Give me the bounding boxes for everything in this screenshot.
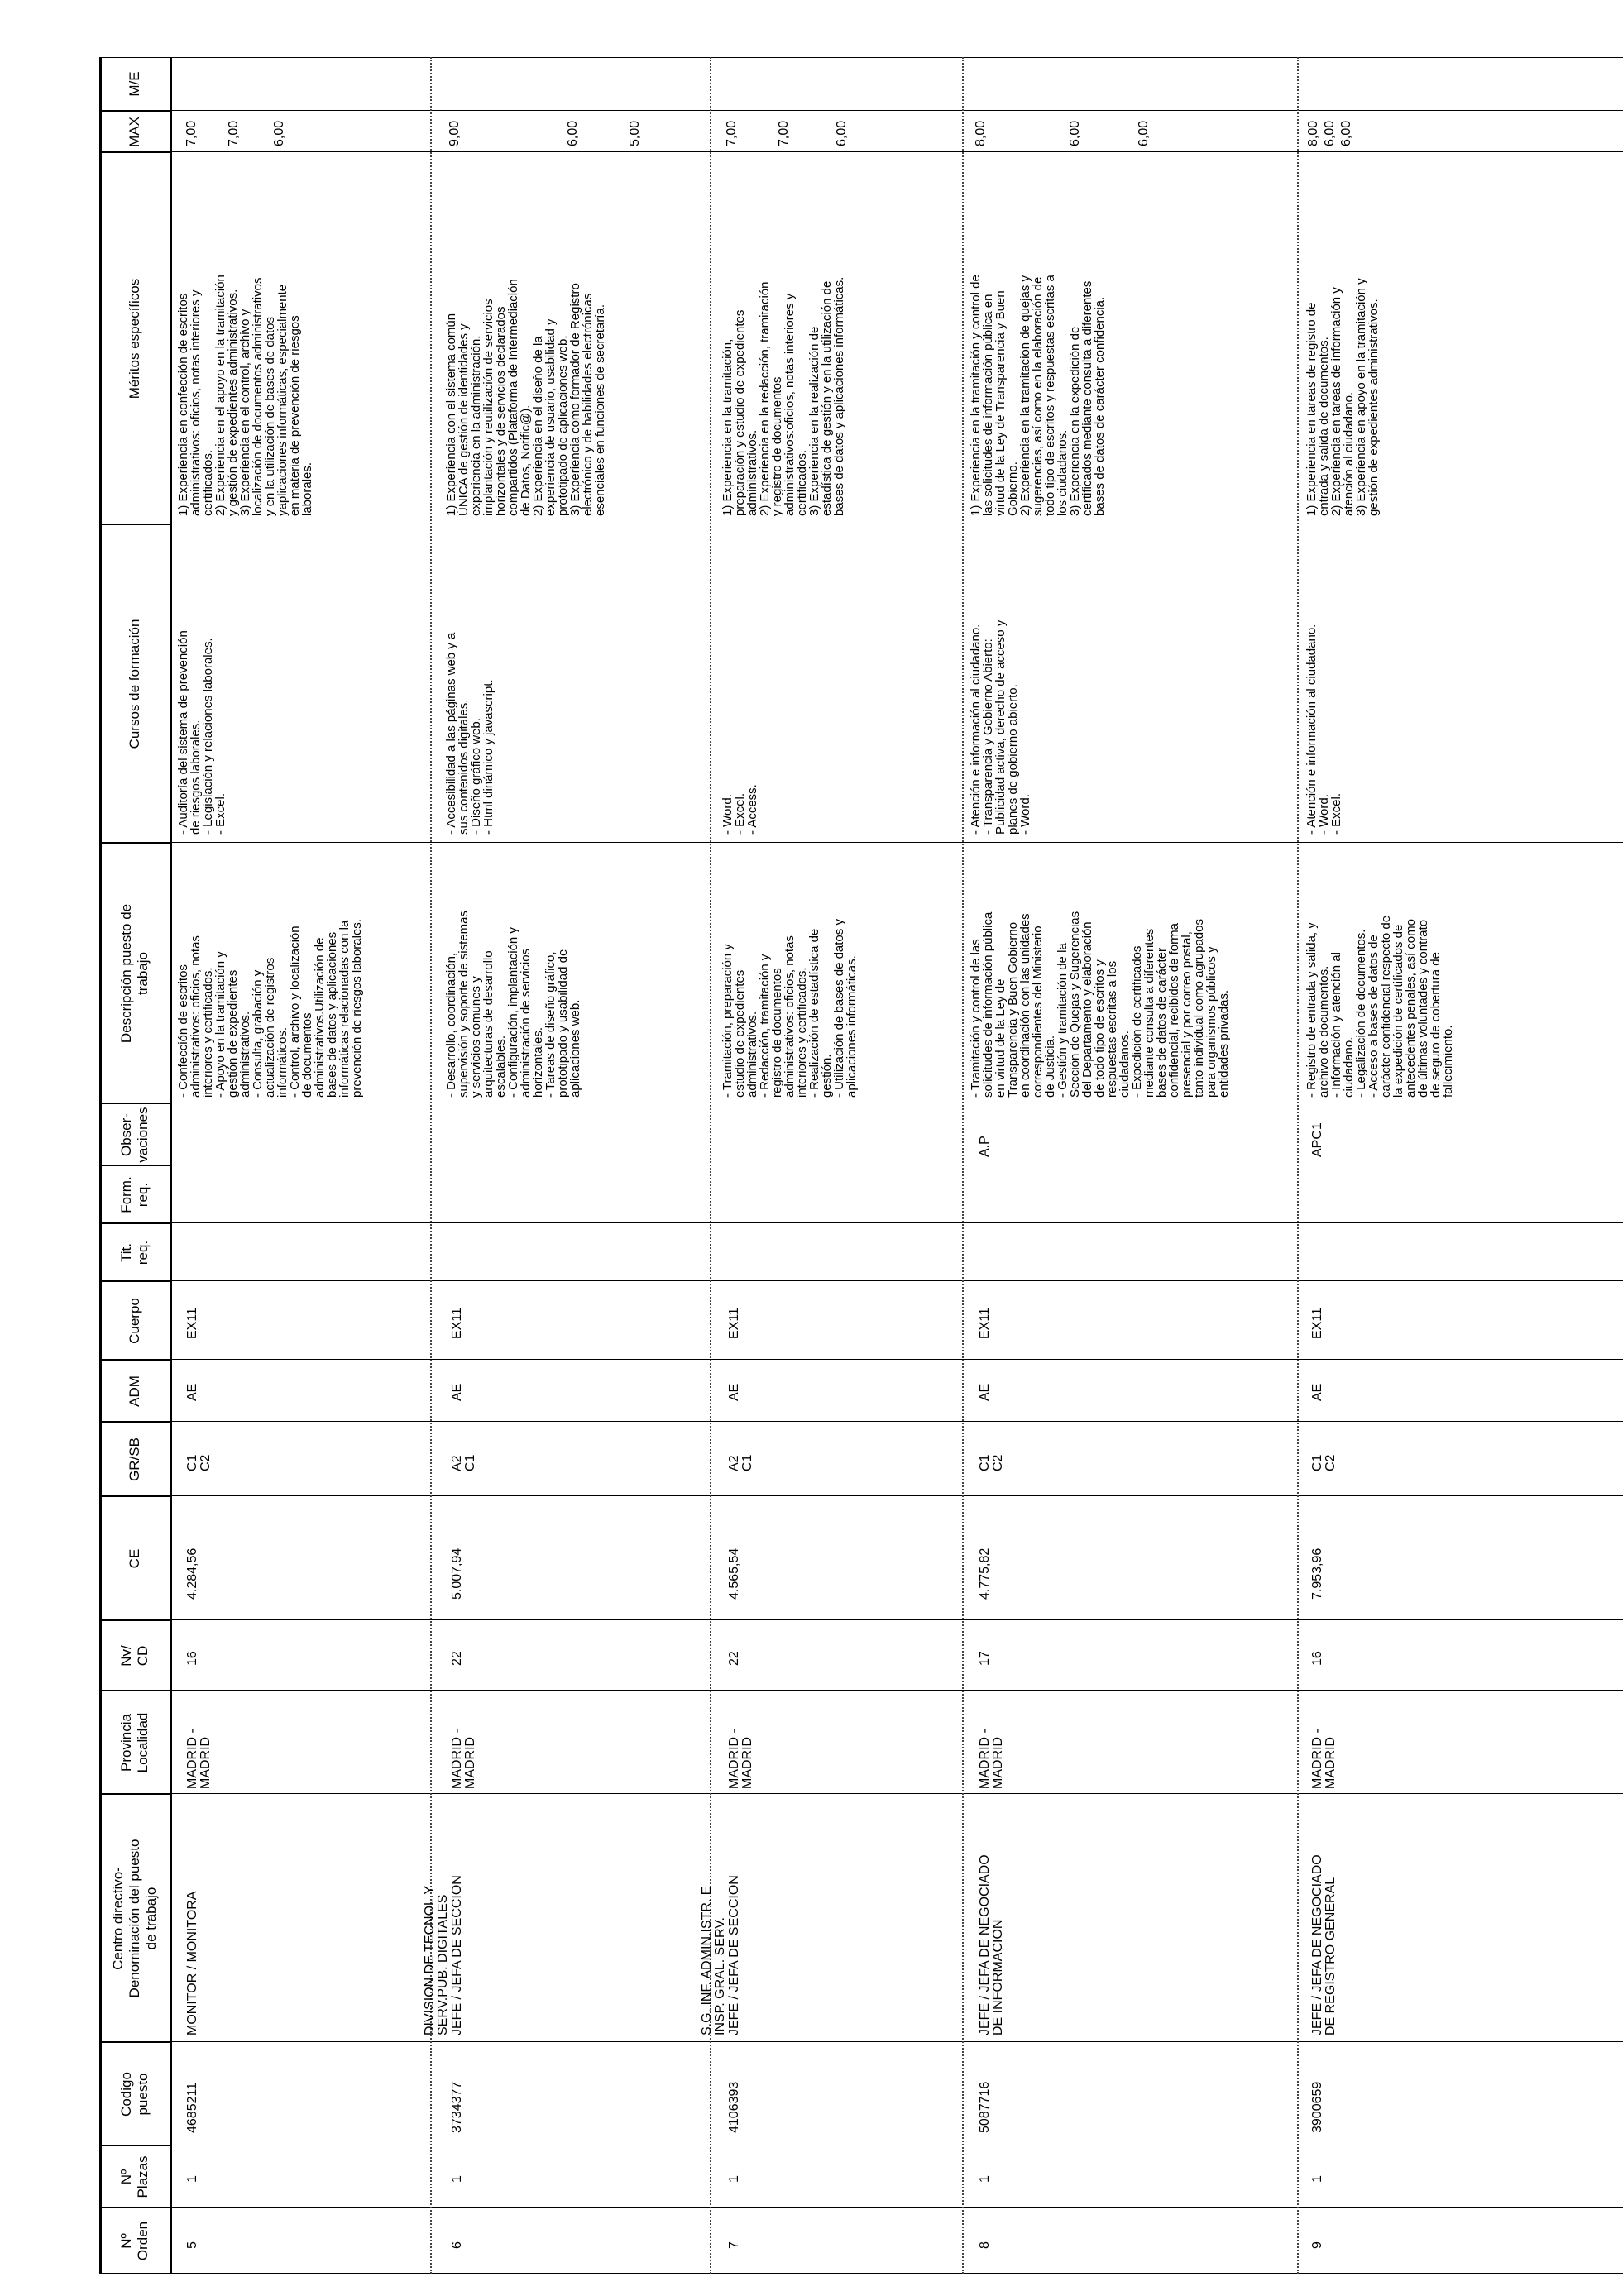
cell-max-1: 8,00: [974, 120, 988, 146]
header-meritos: Méritos específicos: [99, 152, 170, 524]
col-sep: [99, 1421, 1623, 1422]
col-sep: [99, 1793, 1623, 1794]
cell-obs: APC1: [1310, 1122, 1324, 1157]
header-centro: Centro directivo- Denominación del puesto de trabajo: [99, 1794, 170, 2042]
cell-max-3: 6,00: [1339, 120, 1353, 146]
col-sep: [99, 1222, 1623, 1223]
cell-grsb: C1 C2: [1310, 1454, 1338, 1471]
cell-orden: 6: [450, 2241, 464, 2249]
cell-unidad: S.G. INF. ADMIN.ISTR. E INSP. GRAL. SERV.: [700, 1886, 727, 2035]
cell-nivel: 22: [727, 1651, 741, 1666]
row-separator: [962, 57, 964, 2274]
cell-puesto: JEFE / JEFA DE SECCION: [727, 1875, 741, 2035]
cell-max-1: 8,00: [1306, 120, 1320, 146]
cell-codigo: 3900659: [1310, 2081, 1324, 2133]
cell-cuerpo: EX11: [1310, 1308, 1324, 1339]
header-form: Form. req.: [99, 1165, 170, 1223]
cell-cursos: - Accesibilidad a las páginas web y a sus contenidos digitales. - Diseño gráfico web. - Html dinámico y javascript.: [444, 632, 496, 835]
cell-max-2: 7,00: [777, 120, 791, 146]
rotated-table: [99, 57, 1623, 2274]
cell-ce: 4.565,54: [727, 1547, 741, 1600]
cell-provincia: MADRID - MADRID: [978, 1729, 1005, 1789]
cell-adm: AE: [1310, 1383, 1324, 1401]
cell-provincia: MADRID - MADRID: [185, 1729, 213, 1789]
cell-puesto: JEFE / JEFA DE SECCION: [450, 1875, 464, 2035]
cell-descripcion: - Tramitación, preparación y estudio de expedientes administrativos. - Redacción, tramitación y registro de documentos administrativos: oficios, notas interiores y certificados. - Realización de estadística de gestión. - Utilización de bases de datos y aplicaciones informáticas.: [721, 919, 859, 1098]
cell-adm: AE: [727, 1383, 741, 1401]
header-nivel: Nv/ CD: [99, 1620, 170, 1691]
cell-plazas: 1: [978, 2175, 992, 2183]
cell-grsb: A2 C1: [727, 1454, 754, 1471]
cell-cursos: - Atención e información al ciudadano. - Transparencia y Gobierno Abierto: Publicidad activa, derecho de acceso y planes de gobierno abierto. - Word.: [969, 619, 1032, 835]
cell-max-1: 7,00: [184, 120, 199, 146]
cell-max-2: 6,00: [1068, 120, 1082, 146]
cell-nivel: 17: [978, 1651, 992, 1666]
cell-descripcion: - Registro de entrada y salida, y archivo de documentos. - Información y atención al ciudadano. - Legalización de documentos. - Acceso a bases de datos de carácter confidencial respecto de la expedición de certificados de antecedentes penales, así como de últimas voluntades y contrato de seguro de cobertura de fallecimiento.: [1305, 915, 1455, 1098]
cell-cuerpo: EX11: [978, 1308, 992, 1339]
col-sep: [99, 1359, 1623, 1360]
cell-max-3: 6,00: [272, 120, 286, 146]
cell-descripcion: - Desarrollo, coordinación, supervisión y soporte de sistemas y servicios comunes y arquitecturas de desarrollo escalables. - Configuración, implantación y administración de servicios horizontales. - Tareas de diseño gráfico, prototipado y usabilidad de aplicaciones web.: [444, 911, 582, 1098]
header-me: M/E: [126, 71, 142, 97]
header-max: MAX: [99, 111, 170, 152]
header-bottom-rule: [170, 57, 172, 2274]
header-cursos: Cursos de formación: [99, 524, 170, 843]
cell-grsb: C1 C2: [185, 1454, 213, 1471]
cell-cuerpo: EX11: [727, 1308, 741, 1339]
col-sep: [99, 2207, 1623, 2208]
cell-descripcion: - Confección de escritos administrativos: oficios, notas interiores y certificados. - Apoyo en la tramitación y gestión de expedientes administrativos. - Consulta, grabación y actualización de registros informáticos. - Control, archivo y localización de documentos administrativos.Utilización de bases de datos y aplicaciones informáticas relacionadas con la prevención de riesgos laborales.: [176, 919, 364, 1098]
cell-max-1: 7,00: [725, 120, 739, 146]
cell-ce: 7.953,96: [1310, 1547, 1324, 1600]
cell-puesto: JEFE / JEFA DE NEGOCIADO DE INFORMACION: [978, 1854, 1005, 2035]
cell-obs: A.P: [978, 1136, 992, 1157]
cell-adm: AE: [978, 1383, 992, 1401]
cell-codigo: 4106393: [727, 2081, 741, 2133]
cell-adm: AE: [185, 1383, 199, 1401]
cell-cursos: - Word. - Excel. - Access.: [721, 784, 759, 835]
header-codigo: Codigo puesto: [99, 2042, 170, 2145]
header-tit: Tit. req.: [99, 1223, 170, 1281]
cell-grsb: C1 C2: [978, 1454, 1005, 1471]
cell-cuerpo: EX11: [185, 1308, 199, 1339]
col-sep: [99, 57, 1623, 58]
cell-meritos: 1) Experiencia en confección de escritos administrativos: oficios, notas interiores y certificados. 2) Experiencia en el apoyo en la tramitación y gestión de expedientes administrativos. 3) Experiencia en el control, archivo y localización de documentos administrativos y en la utilización de bases de datos yaplicaciones informáticas, especialmente en materia de prevención de riesgos laborales.: [176, 275, 314, 516]
cell-puesto: JEFE / JEFA DE NEGOCIADO DE REGISTRO GENERAL: [1310, 1854, 1338, 2035]
cell-orden: 7: [727, 2241, 741, 2249]
col-sep: [99, 1690, 1623, 1691]
col-sep: [99, 1495, 1623, 1496]
cell-cuerpo: EX11: [450, 1308, 464, 1339]
cell-codigo: 3734377: [450, 2081, 464, 2133]
col-sep: [99, 151, 1623, 152]
col-sep: [99, 1280, 1623, 1281]
cell-ce: 4.775,82: [978, 1547, 992, 1600]
cell-unidad: DIVISION DE TECNOL.Y SERV.PUB. DIGITALES: [423, 1885, 450, 2035]
col-sep: [99, 1619, 1623, 1620]
cell-ce: 4.284,56: [185, 1547, 199, 1600]
cell-meritos: 1) Experiencia en la tramitación y control de las solicitudes de información pública en virtud de la Ley de Transparencia y Buen Gobierno. 2) Experiencia en la tramitacion de quejas y sugerencias, así como en la elaboración de todo tipo de escritos y respuestas escritas a los ciudadanos. 3) Experiencia en la expedición de certificados mediante consulta a diferentes bases de datos de carácter confidencia.: [969, 275, 1107, 516]
cell-codigo: 5087716: [978, 2081, 992, 2133]
cell-plazas: 1: [1310, 2175, 1324, 2183]
cell-max-1: 9,00: [448, 120, 462, 146]
cell-meritos: 1) Experiencia en tareas de registro de entrada y salida de documentos. 2) Experiencia en tareas de información y atención al ciudadano. 3) Experiencia en apoyo en la tramitación y gestión de expedientes administrativos.: [1305, 278, 1381, 516]
cell-provincia: MADRID - MADRID: [727, 1729, 754, 1789]
cell-plazas: 1: [727, 2175, 741, 2183]
cell-cursos: - Atención e información al ciudadano. - Word. - Excel.: [1305, 624, 1343, 835]
header-provincia: Provincia Localidad: [99, 1691, 170, 1794]
cell-orden: 8: [978, 2241, 992, 2249]
col-sep: [99, 110, 1623, 111]
cell-grsb: A2 C1: [450, 1454, 477, 1471]
header-cuerpo: Cuerpo: [99, 1281, 170, 1360]
cell-max-3: 5,00: [628, 120, 642, 146]
cell-max-3: 6,00: [1137, 120, 1151, 146]
cell-cursos: - Auditoría del sistema de prevención de riesgos laborales. - Legislación y relaciones laborales. - Excel.: [176, 630, 227, 835]
header-plazas: Nº Plazas: [99, 2145, 170, 2208]
cell-provincia: MADRID - MADRID: [1310, 1729, 1338, 1789]
cell-plazas: 1: [450, 2175, 464, 2183]
cell-ce: 5.007,94: [450, 1547, 464, 1600]
header-grsb: GR/SB: [99, 1422, 170, 1496]
cell-nivel: 16: [185, 1651, 199, 1666]
header-orden: Nº Orden: [99, 2208, 170, 2274]
cell-meritos: 1) Experiencia en la tramitación, preparación y estudio de expedientes administrativos. 2) Experiencia en la redacción, tramitación y registro de documentos administrativos:oficios, notas interiores y certificados. 3) Experiencia en la realización de estadística de gestión y en la utilización de bases de datos y aplicaciones informáticas.: [721, 276, 846, 516]
header-ce: CE: [99, 1496, 170, 1620]
cell-meritos: 1) Experiencia con el sistema común ÚNICA de gestión de identidades y experiencia en la administración, implantación y reutilización de servicios horizontales y de servicios declarados compartidos (Plataforma de Intermediación de Datos, Notific@). 2) Experiencia en el diseño de la experiencia de usuario, usabilidad y prototipado de aplicaciones web. 3) Experiencia como formador de Registro electrónico y de habilidades electrónicas esenciales en funciones de secretaría.: [444, 279, 607, 516]
cell-max-3: 6,00: [835, 120, 849, 146]
cell-max-2: 6,00: [566, 120, 580, 146]
cell-max-2: 6,00: [1323, 120, 1337, 146]
header-descripcion: Descripción puesto de trabajo: [99, 843, 170, 1103]
cell-nivel: 22: [450, 1651, 464, 1666]
row-separator: [1297, 57, 1299, 2274]
cell-nivel: 16: [1310, 1651, 1324, 1666]
cell-codigo: 4685211: [185, 2082, 199, 2133]
cell-orden: 5: [185, 2241, 199, 2249]
header-adm: ADM: [99, 1360, 170, 1422]
col-sep: [99, 2041, 1623, 2042]
col-sep: [99, 842, 1623, 843]
cell-provincia: MADRID - MADRID: [450, 1729, 477, 1789]
cell-adm: AE: [450, 1383, 464, 1401]
cell-plazas: 1: [185, 2175, 199, 2183]
cell-descripcion: - Tramitación y control de las solicitudes de información pública en virtud de la Ley de Transparencia y Buen Gobierno en coordinación con las unidades correspondientes del Ministerio de Justicia. - Gestión y tramitación de la Sección de Quejas y Sugerencias del Departamento y elaboración de todo tipo de escritos y respuestas escritas a los ciudadanos. - Expedición de certificados mediante consulta a diferentes bases de datos de carácter confidencial, recibidos de forma presencial y por correo postal, tanto individual como agrupados para organismos públicos y entidades privadas.: [969, 911, 1231, 1098]
cell-orden: 9: [1310, 2241, 1324, 2249]
cell-puesto: MONITOR / MONITORA: [185, 1891, 199, 2035]
col-sep: [99, 2273, 1623, 2274]
cell-max-2: 7,00: [227, 120, 241, 146]
header-obs: Obser- vaciones: [99, 1103, 170, 1165]
